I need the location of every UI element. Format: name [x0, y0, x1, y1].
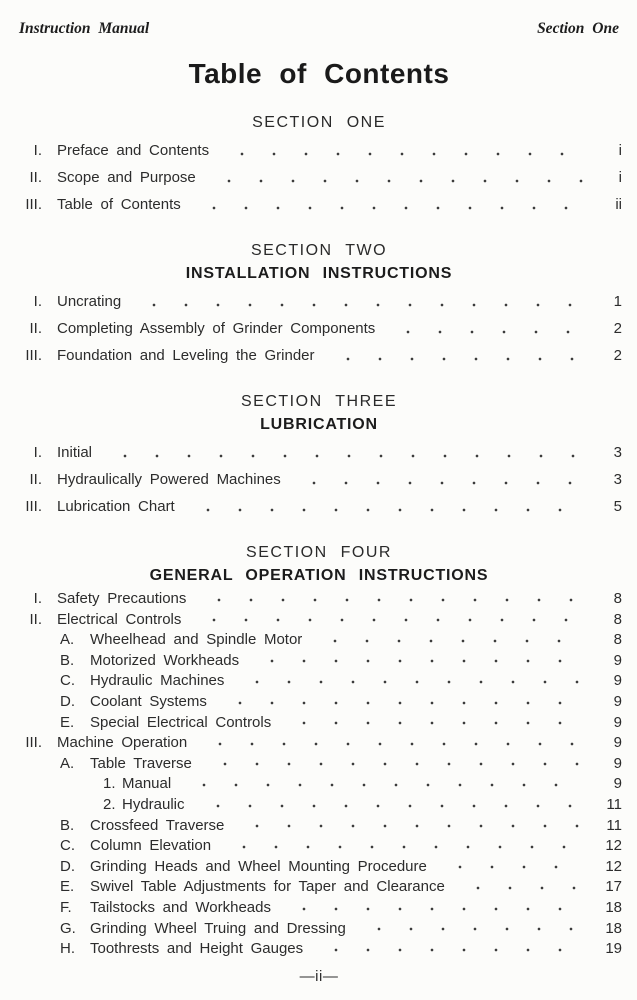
section-entries	[16, 589, 622, 960]
entry-title: Coolant Systems	[90, 692, 207, 710]
dot-leader	[188, 493, 585, 520]
toc-section	[16, 393, 622, 520]
toc-entry	[16, 919, 622, 940]
entry-number: II.	[29, 320, 42, 337]
toc-section	[16, 242, 622, 369]
dot-leader	[222, 137, 585, 164]
toc-entry	[16, 610, 622, 631]
dot-leader	[134, 288, 585, 315]
entry-page-number: 2	[613, 347, 622, 364]
entry-page-number: ii	[615, 196, 622, 213]
entry-page-number: 9	[613, 734, 622, 752]
entry-number: II.	[29, 169, 42, 186]
entry-title: Manual	[122, 775, 172, 793]
entry-title: Tailstocks and Workheads	[90, 898, 271, 916]
entry-title: Uncrating	[57, 293, 122, 310]
entry-number: II.	[29, 471, 42, 488]
section-entries	[16, 137, 622, 218]
entry-title: Crossfeed Traverse	[90, 816, 225, 834]
page-number-footer: —ii—	[299, 967, 339, 985]
header-right-label: Section One	[537, 20, 619, 37]
toc-entry	[16, 493, 622, 520]
entry-page-number: 5	[613, 498, 622, 515]
toc-entry	[16, 137, 622, 164]
toc-sections	[16, 90, 622, 960]
dot-leader	[237, 671, 585, 692]
entry-title: Machine Operation	[57, 734, 188, 752]
section-heading: SECTION ONE	[252, 114, 386, 131]
entry-page-number: 11	[606, 795, 622, 813]
dot-leader	[220, 692, 585, 713]
toc-entry	[16, 939, 622, 960]
toc-entry	[16, 288, 622, 315]
entry-number: C.	[60, 672, 75, 690]
entry-page-number: i	[618, 142, 622, 159]
toc-entry	[16, 191, 622, 218]
dot-leader	[440, 857, 585, 878]
entry-title: Motorized Workheads	[90, 651, 240, 669]
dot-leader	[328, 342, 585, 369]
entry-number: III.	[25, 347, 42, 364]
entry-title: Hydraulically Powered Machines	[57, 471, 281, 488]
entry-title: Electrical Controls	[57, 610, 182, 628]
entry-title: Grinding Wheel Truing and Dressing	[90, 919, 346, 937]
entry-page-number: i	[618, 169, 622, 186]
entry-page-number: 3	[613, 444, 622, 461]
section-entries	[16, 288, 622, 369]
toc-entry	[16, 671, 622, 692]
toc-entry	[16, 692, 622, 713]
toc-entry	[16, 877, 622, 898]
entry-title: Table of Contents	[57, 196, 181, 213]
entry-page-number: 11	[606, 816, 622, 834]
entry-title: Completing Assembly of Grinder Components	[57, 320, 376, 337]
running-header	[16, 20, 622, 38]
entry-page-number: 12	[605, 837, 622, 855]
section-heading: SECTION FOUR	[246, 544, 392, 561]
dot-leader	[316, 939, 585, 960]
toc-entry	[16, 898, 622, 919]
section-heading: SECTION THREE	[241, 393, 397, 410]
dot-leader	[199, 589, 585, 610]
section-subheading: INSTALLATION INSTRUCTIONS	[185, 265, 453, 282]
entry-title: Hydraulic	[122, 795, 185, 813]
section-heading: SECTION TWO	[250, 242, 388, 259]
dot-leader	[388, 315, 585, 342]
toc-entry	[16, 439, 622, 466]
toc-entry	[16, 630, 622, 651]
entry-number: I.	[33, 142, 42, 159]
toc-entry	[16, 795, 622, 816]
entry-page-number: 9	[613, 713, 622, 731]
entry-number: G.	[60, 919, 76, 937]
toc-entry	[16, 733, 622, 754]
dot-leader	[200, 733, 585, 754]
entry-number: B.	[60, 651, 75, 669]
entry-page-number: 8	[613, 631, 622, 649]
dot-leader	[194, 191, 585, 218]
entry-title: Table Traverse	[90, 754, 192, 772]
entry-number: A.	[60, 631, 75, 649]
entry-title: Column Elevation	[90, 837, 212, 855]
toc-entry	[16, 342, 622, 369]
entry-number: 1.	[103, 775, 116, 793]
toc-entry	[16, 164, 622, 191]
entry-title: Toothrests and Height Gauges	[90, 940, 304, 958]
section-subheading: LUBRICATION	[260, 416, 378, 433]
section-entries	[16, 439, 622, 520]
dot-leader	[284, 898, 585, 919]
entry-title: Safety Precautions	[57, 590, 187, 607]
dot-leader	[184, 774, 585, 795]
entry-page-number: 9	[613, 672, 622, 690]
entry-title: Scope and Purpose	[57, 169, 196, 186]
toc-entry	[16, 466, 622, 493]
entry-number: I.	[33, 444, 42, 461]
toc-entry	[16, 713, 622, 734]
entry-page-number: 1	[613, 293, 622, 310]
entry-title: Special Electrical Controls	[90, 713, 272, 731]
entry-page-number: 19	[605, 940, 622, 958]
entry-number: III.	[25, 498, 42, 515]
dot-leader	[252, 651, 585, 672]
entry-page-number: 3	[613, 471, 622, 488]
entry-number: F.	[60, 898, 72, 916]
toc-entry	[16, 315, 622, 342]
entry-page-number: 18	[605, 919, 622, 937]
entry-page-number: 9	[613, 775, 622, 793]
entry-number: B.	[60, 816, 75, 834]
toc-entry	[16, 816, 622, 837]
dot-leader	[294, 466, 585, 493]
entry-number: 2.	[103, 795, 116, 813]
entry-number: H.	[60, 940, 75, 958]
entry-number: III.	[25, 196, 42, 213]
entry-page-number: 12	[605, 857, 622, 875]
entry-title: Lubrication Chart	[57, 498, 175, 515]
dot-leader	[194, 610, 585, 631]
toc-entry	[16, 857, 622, 878]
entry-number: III.	[25, 734, 42, 752]
dot-leader	[359, 919, 585, 940]
entry-title: Initial	[57, 444, 93, 461]
entry-number: E.	[60, 878, 75, 896]
entry-title: Foundation and Leveling the Grinder	[57, 347, 315, 364]
dot-leader	[205, 754, 585, 775]
entry-number: C.	[60, 837, 75, 855]
entry-page-number: 18	[605, 898, 622, 916]
entry-title: Wheelhead and Spindle Motor	[90, 631, 303, 649]
dot-leader	[105, 439, 585, 466]
entry-title: Preface and Contents	[57, 142, 210, 159]
entry-title: Hydraulic Machines	[90, 672, 225, 690]
entry-number: I.	[33, 590, 42, 607]
dot-leader	[237, 816, 585, 837]
dot-leader	[458, 877, 585, 898]
entry-page-number: 8	[613, 610, 622, 628]
toc-section	[16, 114, 622, 218]
dot-leader	[315, 630, 585, 651]
entry-number: I.	[33, 293, 42, 310]
page-title: Table of Contents	[188, 58, 450, 89]
entry-page-number: 9	[613, 651, 622, 669]
toc-section	[16, 544, 622, 960]
dot-leader	[224, 836, 585, 857]
dot-leader	[209, 164, 585, 191]
entry-page-number: 17	[605, 878, 622, 896]
entry-title: Swivel Table Adjustments for Taper and Clearance	[90, 878, 445, 896]
toc-entry	[16, 836, 622, 857]
toc-entry	[16, 651, 622, 672]
toc-entry	[16, 774, 622, 795]
entry-number: II.	[29, 610, 42, 628]
entry-title: Grinding Heads and Wheel Mounting Procedure	[90, 857, 427, 875]
toc-entry	[16, 754, 622, 775]
dot-leader	[284, 713, 585, 734]
header-left-label: Instruction Manual	[19, 20, 150, 37]
entry-page-number: 8	[613, 590, 622, 607]
toc-entry	[16, 589, 622, 610]
entry-page-number: 9	[613, 754, 622, 772]
section-subheading: GENERAL OPERATION INSTRUCTIONS	[149, 567, 489, 584]
dot-leader	[198, 795, 585, 816]
entry-page-number: 2	[613, 320, 622, 337]
entry-number: D.	[60, 692, 75, 710]
entry-number: E.	[60, 713, 75, 731]
entry-number: A.	[60, 754, 75, 772]
entry-page-number: 9	[613, 692, 622, 710]
entry-number: D.	[60, 857, 75, 875]
